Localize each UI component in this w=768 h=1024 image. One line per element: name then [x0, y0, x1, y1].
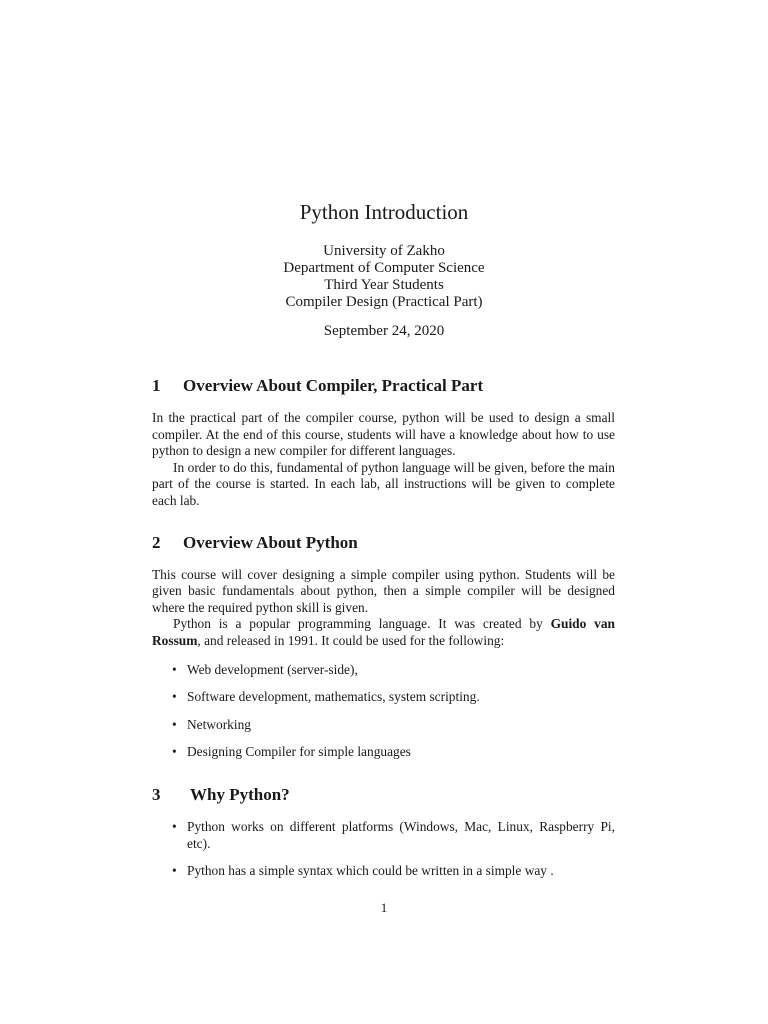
author-line-course: Compiler Design (Practical Part) [285, 294, 483, 310]
bullet-icon: • [172, 661, 177, 677]
document-body [152, 376, 615, 880]
list-item [152, 819, 615, 852]
title-block [0, 200, 768, 340]
section-1-paragraph-1: In the practical part of the compiler course, python will be used to design a small compiler. At the end of this course, students will have a knowledge about how to use python to design a new compiler for different languages. [152, 410, 615, 459]
section-title: Overview About Python [183, 532, 358, 552]
section-2-paragraph-1: This course will cover designing a simple compiler using python. Students will be given basic fundamentals about python, then a simple compiler will be designed where the required python skill is given. [152, 566, 615, 615]
section-3-bullet-list [152, 819, 615, 880]
list-item-text: Web development (server-side), [187, 661, 358, 677]
bullet-icon: • [172, 818, 177, 834]
author-line-year: Third Year Students [324, 277, 444, 293]
section-title: Why Python? [190, 784, 290, 804]
list-item [152, 689, 615, 706]
list-item [152, 863, 615, 880]
bold-name: Guido van Rossum [152, 616, 615, 648]
list-item-text: Designing Compiler for simple languages [187, 744, 411, 760]
document-date: September 24, 2020 [323, 323, 445, 339]
section-2-paragraph-2 [152, 616, 615, 649]
list-item-text: Networking [187, 716, 251, 732]
bullet-icon: • [172, 744, 177, 760]
section-number: 3 [152, 784, 161, 804]
bullet-icon: • [172, 863, 177, 879]
list-item-text: Python has a simple syntax which could be written in a simple way . [187, 863, 554, 879]
section-2-heading [152, 533, 615, 553]
bullet-icon: • [172, 689, 177, 705]
list-item-text: Software development, mathematics, system scripting. [187, 689, 480, 705]
paragraph-text: Python is a popular programming language. It was created by [173, 616, 551, 632]
section-3-heading [152, 785, 615, 805]
section-1-heading [152, 376, 615, 396]
section-number: 2 [152, 532, 161, 552]
list-item [152, 744, 615, 761]
paragraph-text: , and released in 1991. It could be used for the following: [197, 632, 505, 648]
author-line-department: Department of Computer Science [283, 260, 485, 276]
section-2-bullet-list [152, 662, 615, 761]
document-title: Python Introduction [299, 200, 469, 224]
bullet-icon: • [172, 716, 177, 732]
section-1-paragraph-2: In order to do this, fundamental of python language will be given, before the main part of the course is started. In each lab, all instructions will be given to complete each lab. [152, 459, 615, 508]
list-item [152, 662, 615, 679]
author-line-university: University of Zakho [323, 243, 445, 259]
section-number: 1 [152, 376, 161, 395]
list-item [152, 717, 615, 734]
page-number: 1 [380, 900, 388, 915]
section-title: Overview About Compiler, Practical Part [183, 376, 484, 395]
list-item-text: Python works on different platforms (Windows, Mac, Linux, Raspberry Pi, etc). [187, 818, 615, 851]
